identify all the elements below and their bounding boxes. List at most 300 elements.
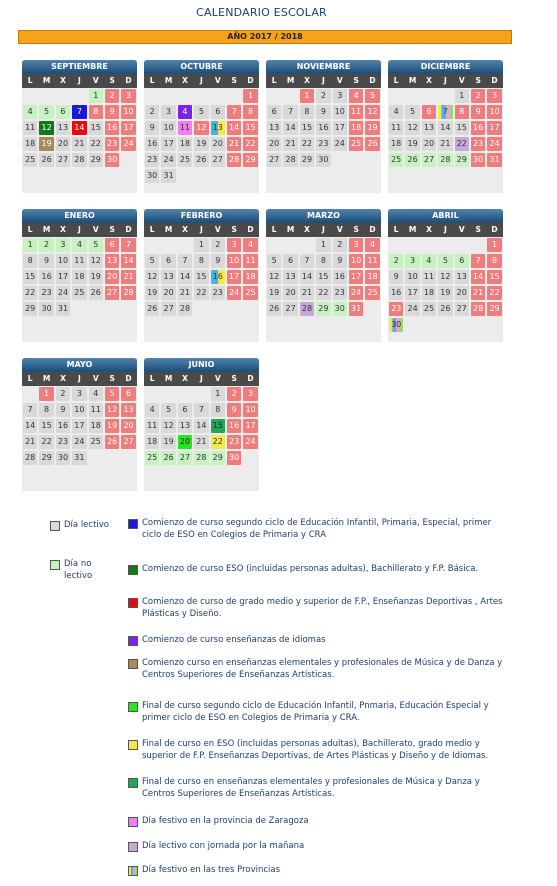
day-cell: 17 [121, 121, 135, 135]
day-cell: 12 [105, 403, 119, 417]
day-cell: 3 [56, 238, 70, 252]
weekday-label: V [336, 76, 343, 85]
day-cell: 20 [422, 137, 436, 151]
day-cell: 19 [438, 286, 452, 300]
day-cell: 18 [243, 270, 257, 284]
empty-cell [437, 237, 453, 253]
day-cell: 2 [211, 238, 225, 252]
day-cell: 17 [333, 121, 347, 135]
weekday-label: D [125, 76, 132, 85]
legend-text: Comienzo de curso enseñanzas de idiomas [142, 635, 326, 645]
empty-cell [437, 88, 453, 104]
day-cell: 3 [227, 238, 241, 252]
weekday-label: D [125, 225, 132, 234]
empty-cell [404, 237, 420, 253]
year-banner: AÑO 2017 / 2018 [18, 30, 512, 44]
day-cell: 27 [121, 435, 135, 449]
day-cell: 24 [121, 137, 135, 151]
day-cell: 15 [89, 121, 103, 135]
weekday-label: L [149, 374, 155, 383]
day-cell: 26 [405, 153, 419, 167]
weekday-label: J [443, 225, 447, 234]
legend-text: Día lectivo con jornada por la mañana [142, 841, 305, 851]
day-cell: 7 [300, 254, 314, 268]
empty-cell [266, 88, 282, 104]
day-cell: 13 [178, 419, 192, 433]
day-cell: 11 [23, 121, 37, 135]
day-cell: 10 [56, 254, 70, 268]
legend-item [128, 596, 513, 620]
day-cell: 10 [243, 403, 257, 417]
day-cell: 24 [333, 137, 347, 151]
day-cell: 3 [161, 105, 175, 119]
day-cell: 25 [145, 451, 159, 465]
day-cell: 27 [422, 153, 436, 167]
day-cell: 26 [161, 451, 175, 465]
day-cell: 5 [438, 254, 452, 268]
day-cell: 9 [145, 121, 159, 135]
legend-item [128, 776, 513, 800]
empty-cell [226, 88, 242, 104]
legend-swatch [128, 519, 138, 529]
day-cell: 29 [487, 302, 501, 316]
weekday-header [144, 223, 259, 237]
day-cell: 11 [365, 254, 379, 268]
weekday-header [388, 223, 503, 237]
legend-swatch [128, 817, 138, 827]
day-grid [144, 237, 259, 317]
weekday-label: V [214, 374, 221, 383]
legend-text: Final de curso en enseñanzas elementales y profesionales de Música y Danza y Centros Superiores de Enseñanzas Artísticas. [142, 777, 480, 799]
day-cell: 26 [145, 302, 159, 316]
month-header: DICIEMBRE [388, 60, 503, 74]
empty-cell [282, 88, 298, 104]
day-cell: 16 [333, 270, 347, 284]
weekday-label: S [475, 225, 481, 234]
day-cell: 19 [105, 419, 119, 433]
day-cell: 11 [178, 121, 192, 135]
legend-swatch [128, 565, 138, 575]
day-cell: 28 [300, 302, 314, 316]
day-cell: 29 [455, 153, 469, 167]
day-cell: 16 [227, 419, 241, 433]
weekday-label: D [247, 225, 254, 234]
empty-cell [388, 237, 404, 253]
day-cell: 11 [349, 105, 363, 119]
weekday-label: S [353, 76, 359, 85]
day-cell: 14 [471, 270, 485, 284]
day-cell: 2 [56, 387, 70, 401]
legend-swatch [128, 778, 138, 788]
day-cell: 1 [243, 89, 257, 103]
legend-no-lectivo [50, 558, 110, 582]
weekday-label: S [109, 225, 115, 234]
month-calendar [144, 60, 259, 193]
weekday-label: L [271, 225, 277, 234]
day-cell: 23 [211, 286, 225, 300]
day-cell: 24 [405, 302, 419, 316]
day-cell: 7 [121, 238, 135, 252]
day-cell: 26 [105, 435, 119, 449]
legend-item [128, 563, 513, 575]
month-header: FEBRERO [144, 209, 259, 223]
empty-cell [160, 386, 176, 402]
day-cell: 24 [227, 286, 241, 300]
day-cell: 17 [56, 270, 70, 284]
day-cell: 20 [211, 137, 225, 151]
empty-cell [454, 237, 470, 253]
day-cell: 15 [300, 121, 314, 135]
day-cell: 17 [161, 137, 175, 151]
day-cell: 23 [333, 286, 347, 300]
day-cell: 19 [194, 137, 208, 151]
weekday-header [22, 223, 137, 237]
day-cell: 14 [178, 270, 192, 284]
day-cell: 16 [39, 270, 53, 284]
empty-cell [470, 237, 486, 253]
weekday-label: S [231, 225, 237, 234]
day-cell: 6 [178, 403, 192, 417]
weekday-label: V [92, 374, 99, 383]
day-cell: 4 [389, 105, 403, 119]
day-cell: 19 [267, 286, 281, 300]
weekday-label: D [369, 76, 376, 85]
day-cell: 27 [211, 153, 225, 167]
weekday-label: L [393, 76, 399, 85]
day-cell: 13 [211, 121, 225, 135]
day-cell: 14 [227, 121, 241, 135]
day-cell: 17 [243, 419, 257, 433]
weekday-header [22, 74, 137, 88]
day-cell: 4 [72, 238, 86, 252]
day-cell: 30 [56, 451, 70, 465]
day-cell: 28 [227, 153, 241, 167]
day-cell: 21 [121, 270, 135, 284]
day-cell: 25 [178, 153, 192, 167]
weekday-label: X [304, 76, 310, 85]
month-calendar [144, 209, 259, 342]
day-cell: 22 [243, 137, 257, 151]
month-calendar [266, 209, 381, 342]
day-cell: 15 [194, 270, 208, 284]
weekday-header [266, 223, 381, 237]
day-cell: 12 [145, 270, 159, 284]
day-cell: 5 [405, 105, 419, 119]
day-cell: 21 [227, 137, 241, 151]
day-cell: 1 [300, 89, 314, 103]
day-cell: 16 [145, 137, 159, 151]
day-cell: 14 [23, 419, 37, 433]
day-cell: 28 [283, 153, 297, 167]
day-cell: 17 [405, 286, 419, 300]
day-cell: 4 [243, 238, 257, 252]
day-cell: 10 [405, 270, 419, 284]
day-cell: 9 [333, 254, 347, 268]
legend-swatch [128, 740, 138, 750]
day-cell: 7 [227, 105, 241, 119]
day-cell: 7 [438, 105, 452, 119]
day-cell: 20 [121, 419, 135, 433]
day-cell: 6 [161, 254, 175, 268]
empty-cell [22, 386, 38, 402]
empty-cell [282, 237, 298, 253]
day-cell: 22 [89, 137, 103, 151]
day-cell: 18 [349, 121, 363, 135]
month-header: MAYO [22, 358, 137, 372]
day-cell: 8 [211, 403, 225, 417]
empty-cell [388, 88, 404, 104]
day-cell: 2 [471, 89, 485, 103]
legend-lectivo [50, 519, 110, 531]
empty-cell [404, 88, 420, 104]
day-cell: 22 [23, 286, 37, 300]
day-cell: 1 [39, 387, 53, 401]
day-cell: 6 [105, 238, 119, 252]
day-cell: 9 [56, 403, 70, 417]
weekday-label: S [475, 76, 481, 85]
legend-item [128, 657, 513, 681]
month-header: OCTUBRE [144, 60, 259, 74]
day-cell: 24 [243, 435, 257, 449]
day-cell: 23 [145, 153, 159, 167]
month-calendar [144, 358, 259, 491]
day-cell: 1 [211, 387, 225, 401]
day-cell: 12 [267, 270, 281, 284]
day-cell: 23 [39, 286, 53, 300]
day-cell: 2 [39, 238, 53, 252]
day-cell: 16 [316, 121, 330, 135]
day-cell: 15 [316, 270, 330, 284]
weekday-label: X [60, 225, 66, 234]
day-cell: 31 [487, 153, 501, 167]
day-cell: 21 [283, 137, 297, 151]
day-cell: 10 [161, 121, 175, 135]
day-cell: 4 [178, 105, 192, 119]
day-cell: 9 [227, 403, 241, 417]
weekday-label: X [304, 225, 310, 234]
day-cell: 29 [243, 153, 257, 167]
day-cell: 21 [178, 286, 192, 300]
day-cell: 6 [455, 254, 469, 268]
day-cell: 3 [487, 89, 501, 103]
day-cell: 21 [471, 286, 485, 300]
day-cell: 30 [39, 302, 53, 316]
empty-cell [421, 237, 437, 253]
day-cell: 10 [333, 105, 347, 119]
day-cell: 6 [422, 105, 436, 119]
weekday-label: S [353, 225, 359, 234]
month-header: JUNIO [144, 358, 259, 372]
day-cell: 18 [72, 270, 86, 284]
day-cell: 8 [89, 105, 103, 119]
day-cell: 26 [89, 286, 103, 300]
day-cell: 13 [161, 270, 175, 284]
day-cell: 12 [405, 121, 419, 135]
day-cell: 3 [72, 387, 86, 401]
weekday-header [266, 74, 381, 88]
day-cell: 7 [283, 105, 297, 119]
weekday-label: J [77, 225, 81, 234]
day-cell: 19 [39, 137, 53, 151]
day-cell: 21 [300, 286, 314, 300]
legend-item [128, 840, 513, 852]
day-cell: 9 [316, 105, 330, 119]
day-cell: 3 [333, 89, 347, 103]
day-cell: 1 [89, 89, 103, 103]
day-cell: 7 [471, 254, 485, 268]
weekday-label: J [321, 76, 325, 85]
legend-item [128, 815, 513, 827]
day-cell: 30 [145, 169, 159, 183]
day-cell: 17 [72, 419, 86, 433]
weekday-label: J [321, 225, 325, 234]
day-cell: 31 [56, 302, 70, 316]
weekday-header [144, 372, 259, 386]
day-cell: 15 [39, 419, 53, 433]
weekday-label: L [271, 76, 277, 85]
weekday-label: L [27, 374, 33, 383]
day-cell: 21 [23, 435, 37, 449]
day-cell: 5 [145, 254, 159, 268]
day-cell: 16 [389, 286, 403, 300]
day-cell: 20 [105, 270, 119, 284]
day-cell: 16 [211, 270, 225, 284]
legend-text: Comienzo de curso segundo ciclo de Educación Infantil, Primaria, Especial, primer ciclo de ESO en Colegios de Primaria y CRA [142, 518, 492, 540]
day-cell: 30 [333, 302, 347, 316]
weekday-label: M [42, 225, 51, 234]
day-cell: 29 [300, 153, 314, 167]
day-cell: 28 [23, 451, 37, 465]
legend-swatch [128, 636, 138, 646]
day-cell: 19 [89, 270, 103, 284]
weekday-label: V [458, 76, 465, 85]
day-cell: 24 [72, 435, 86, 449]
day-cell: 22 [487, 286, 501, 300]
day-cell: 15 [23, 270, 37, 284]
day-cell: 17 [227, 270, 241, 284]
weekday-label: X [182, 225, 188, 234]
weekday-label: L [149, 76, 155, 85]
day-cell: 31 [72, 451, 86, 465]
weekday-label: M [164, 225, 173, 234]
day-cell: 2 [145, 105, 159, 119]
day-cell: 9 [389, 270, 403, 284]
legend-swatch [128, 598, 138, 608]
day-cell: 23 [227, 435, 241, 449]
empty-cell [144, 386, 160, 402]
day-cell: 25 [89, 435, 103, 449]
day-cell: 12 [438, 270, 452, 284]
weekday-label: M [408, 225, 417, 234]
day-cell: 10 [121, 105, 135, 119]
day-cell: 4 [145, 403, 159, 417]
day-cell: 14 [194, 419, 208, 433]
day-cell: 22 [39, 435, 53, 449]
weekday-label: V [336, 225, 343, 234]
day-cell: 26 [39, 153, 53, 167]
day-cell: 23 [105, 137, 119, 151]
day-cell: 11 [243, 254, 257, 268]
empty-cell [421, 88, 437, 104]
day-cell: 29 [89, 153, 103, 167]
day-cell: 19 [365, 121, 379, 135]
day-cell: 30 [316, 153, 330, 167]
empty-cell [266, 237, 282, 253]
weekday-header [388, 74, 503, 88]
weekday-label: S [231, 76, 237, 85]
day-cell: 10 [72, 403, 86, 417]
day-cell: 25 [23, 153, 37, 167]
day-cell: 10 [487, 105, 501, 119]
day-cell: 19 [145, 286, 159, 300]
day-cell: 24 [161, 153, 175, 167]
day-cell: 11 [89, 403, 103, 417]
day-cell: 4 [365, 238, 379, 252]
day-grid [266, 88, 381, 168]
day-cell: 10 [349, 254, 363, 268]
day-cell: 13 [105, 254, 119, 268]
day-cell: 28 [438, 153, 452, 167]
day-cell: 30 [105, 153, 119, 167]
day-cell: 8 [23, 254, 37, 268]
day-cell: 7 [72, 105, 86, 119]
weekday-label: S [231, 374, 237, 383]
day-cell: 14 [438, 121, 452, 135]
day-cell: 15 [211, 419, 225, 433]
day-cell: 14 [283, 121, 297, 135]
day-cell: 2 [227, 387, 241, 401]
legend-no-lectivo-label: Día no lectivo [64, 559, 93, 581]
day-cell: 25 [365, 286, 379, 300]
weekday-label: V [214, 225, 221, 234]
weekday-label: L [393, 225, 399, 234]
day-cell: 29 [23, 302, 37, 316]
day-cell: 8 [455, 105, 469, 119]
weekday-label: X [426, 76, 432, 85]
day-cell: 3 [405, 254, 419, 268]
lectivo-swatch [50, 521, 60, 531]
weekday-label: V [458, 225, 465, 234]
weekday-label: J [199, 225, 203, 234]
weekday-label: J [77, 76, 81, 85]
day-grid [144, 386, 259, 466]
day-cell: 1 [316, 238, 330, 252]
day-cell: 12 [89, 254, 103, 268]
day-cell: 21 [72, 137, 86, 151]
month-calendar [22, 358, 137, 491]
weekday-label: D [491, 225, 498, 234]
day-cell: 9 [105, 105, 119, 119]
day-cell: 13 [121, 403, 135, 417]
empty-cell [55, 88, 71, 104]
day-cell: 6 [283, 254, 297, 268]
day-cell: 18 [23, 137, 37, 151]
day-cell: 15 [487, 270, 501, 284]
legend-swatch [128, 659, 138, 669]
day-cell: 15 [243, 121, 257, 135]
empty-cell [177, 237, 193, 253]
day-cell: 5 [194, 105, 208, 119]
day-cell: 19 [405, 137, 419, 151]
weekday-label: S [109, 76, 115, 85]
empty-cell [299, 237, 315, 253]
month-calendar [22, 60, 137, 193]
day-cell: 2 [316, 89, 330, 103]
day-cell: 13 [283, 270, 297, 284]
legend-text: Comienzo curso en enseñanzas elementales y profesionales de Música y de Danza y Centros Superiores de Enseñanzas Artísticas. [142, 658, 503, 680]
day-cell: 28 [72, 153, 86, 167]
day-cell: 1 [194, 238, 208, 252]
